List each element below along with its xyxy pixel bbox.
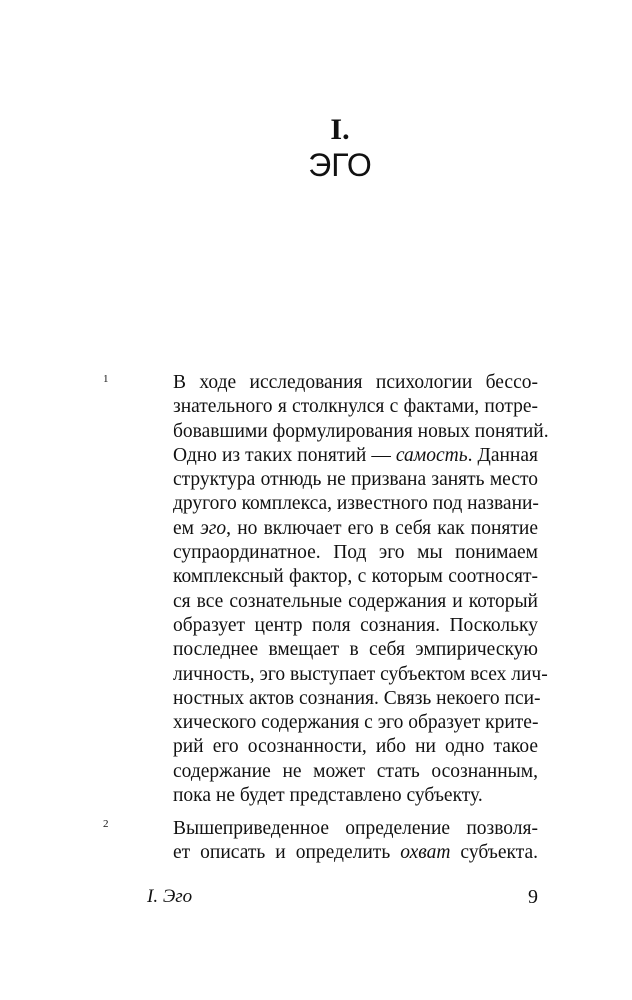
text-line: другого комплекса, известного под названи- [173, 493, 539, 515]
chapter-title: ЭГО [308, 147, 372, 183]
text-line: рий его осознанности, ибо ни одно такое [173, 736, 538, 758]
chapter-number: I. [330, 113, 350, 146]
running-head: I. Эго [147, 886, 193, 907]
text-line [145, 517, 538, 541]
page-number: 9 [528, 886, 538, 908]
text-line [145, 841, 538, 865]
paragraph-2 [145, 817, 538, 866]
paragraph-1 [145, 371, 549, 808]
text-line: бовавшими формулирования новых понятий. [173, 420, 549, 442]
text-segment: , но включает его в себя как понятие [226, 517, 538, 539]
text-line: пока не будет представлено субъекту. [173, 785, 483, 807]
text-segment: Одно из таких понятий — [173, 444, 396, 466]
text-line: ностных актов сознания. Связь некоего пси- [173, 687, 541, 709]
text-line: В ходе исследования психологии бессо- [173, 372, 538, 393]
text-segment: . Данная [467, 444, 538, 466]
text-line: образует центр поля сознания. Поскольку [173, 614, 538, 636]
text-line: Вышеприведенное определение позволя- [173, 818, 538, 839]
term-ohvat: охват [400, 842, 451, 864]
text-segment: ет описать и определить [173, 842, 401, 864]
paragraph-number-2: 2 [103, 818, 109, 830]
text-line: хического содержания с эго образует крите- [173, 712, 539, 734]
text-line: содержание не может стать осознанным, [173, 760, 538, 782]
text-segment: субъекта. [450, 842, 539, 864]
text-segment: ем [173, 517, 201, 539]
term-ego: эго [200, 517, 227, 539]
term-samost: самость [395, 444, 468, 466]
text-line [145, 444, 538, 468]
text-line: ся все сознательные содержания и который [173, 590, 538, 612]
text-line: личность, эго выступает субъектом всех лич- [173, 663, 548, 685]
text-line: комплексный фактор, с которым соотносят- [173, 566, 538, 588]
text-line: последнее вмещает в себя эмпирическую [173, 639, 538, 661]
text-line: знательного я столкнулся с фактами, потре- [173, 396, 538, 418]
text-line: супраординатное. Под эго мы понимаем [173, 542, 538, 564]
text-line: структура отнюдь не призвана занять место [173, 469, 538, 491]
paragraph-number-1: 1 [103, 373, 109, 385]
